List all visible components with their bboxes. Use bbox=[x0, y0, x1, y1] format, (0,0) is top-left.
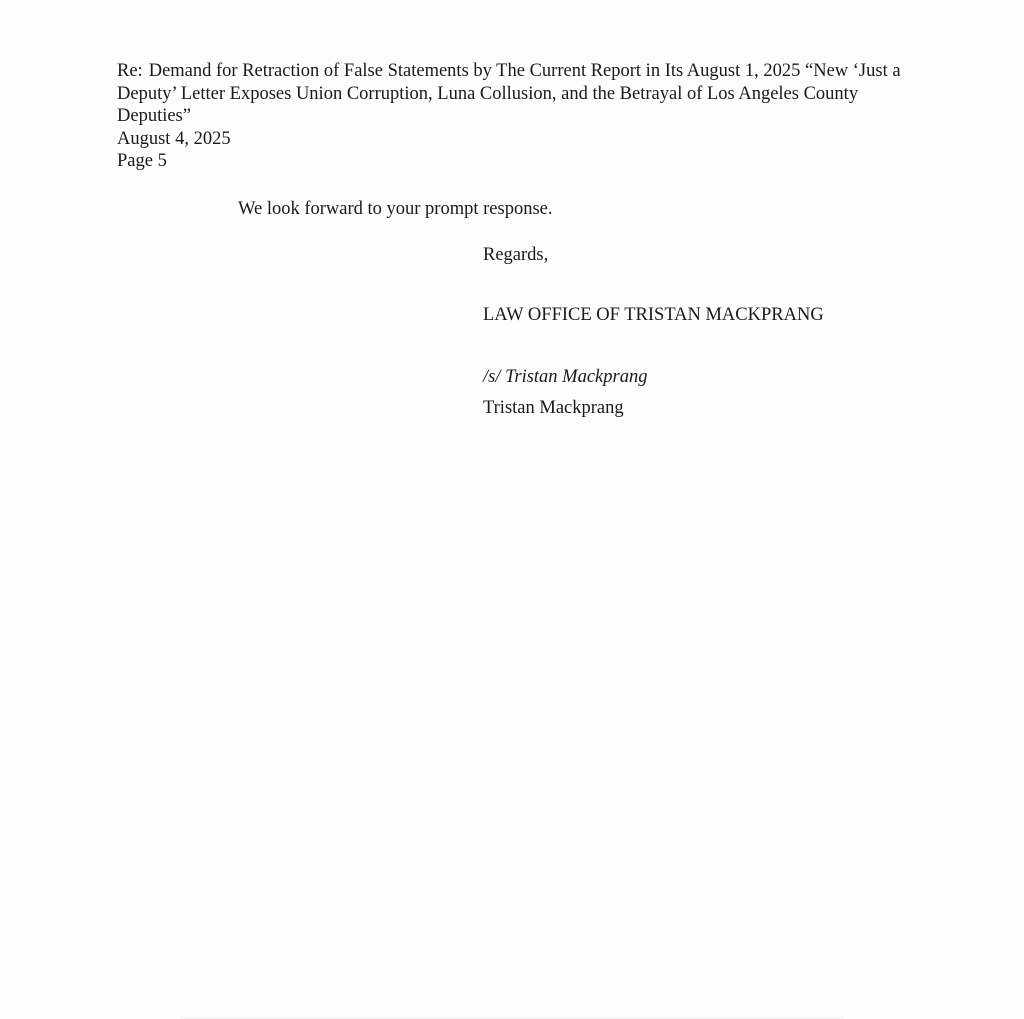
letter-header bbox=[117, 60, 917, 173]
closing-sentence: We look forward to your prompt response. bbox=[238, 199, 553, 219]
signer-name: Tristan Mackprang bbox=[483, 398, 624, 418]
letter-date: August 4, 2025 bbox=[117, 128, 231, 149]
subject-label: Re: bbox=[117, 61, 143, 81]
firm-name: LAW OFFICE OF TRISTAN MACKPRANG bbox=[483, 305, 824, 325]
page-number: Page 5 bbox=[117, 151, 167, 171]
subject-text: Demand for Retraction of False Statements by The Current Report in Its August 1, 2025 “New ‘Just a Deputy’ Letter Exposes Union Corruption, Luna Collusion, and the Betrayal of Los Angeles County Deputies” bbox=[117, 61, 901, 126]
salutation: Regards, bbox=[483, 245, 549, 265]
electronic-signature: /s/ Tristan Mackprang bbox=[483, 367, 648, 387]
subject-line bbox=[117, 60, 917, 128]
